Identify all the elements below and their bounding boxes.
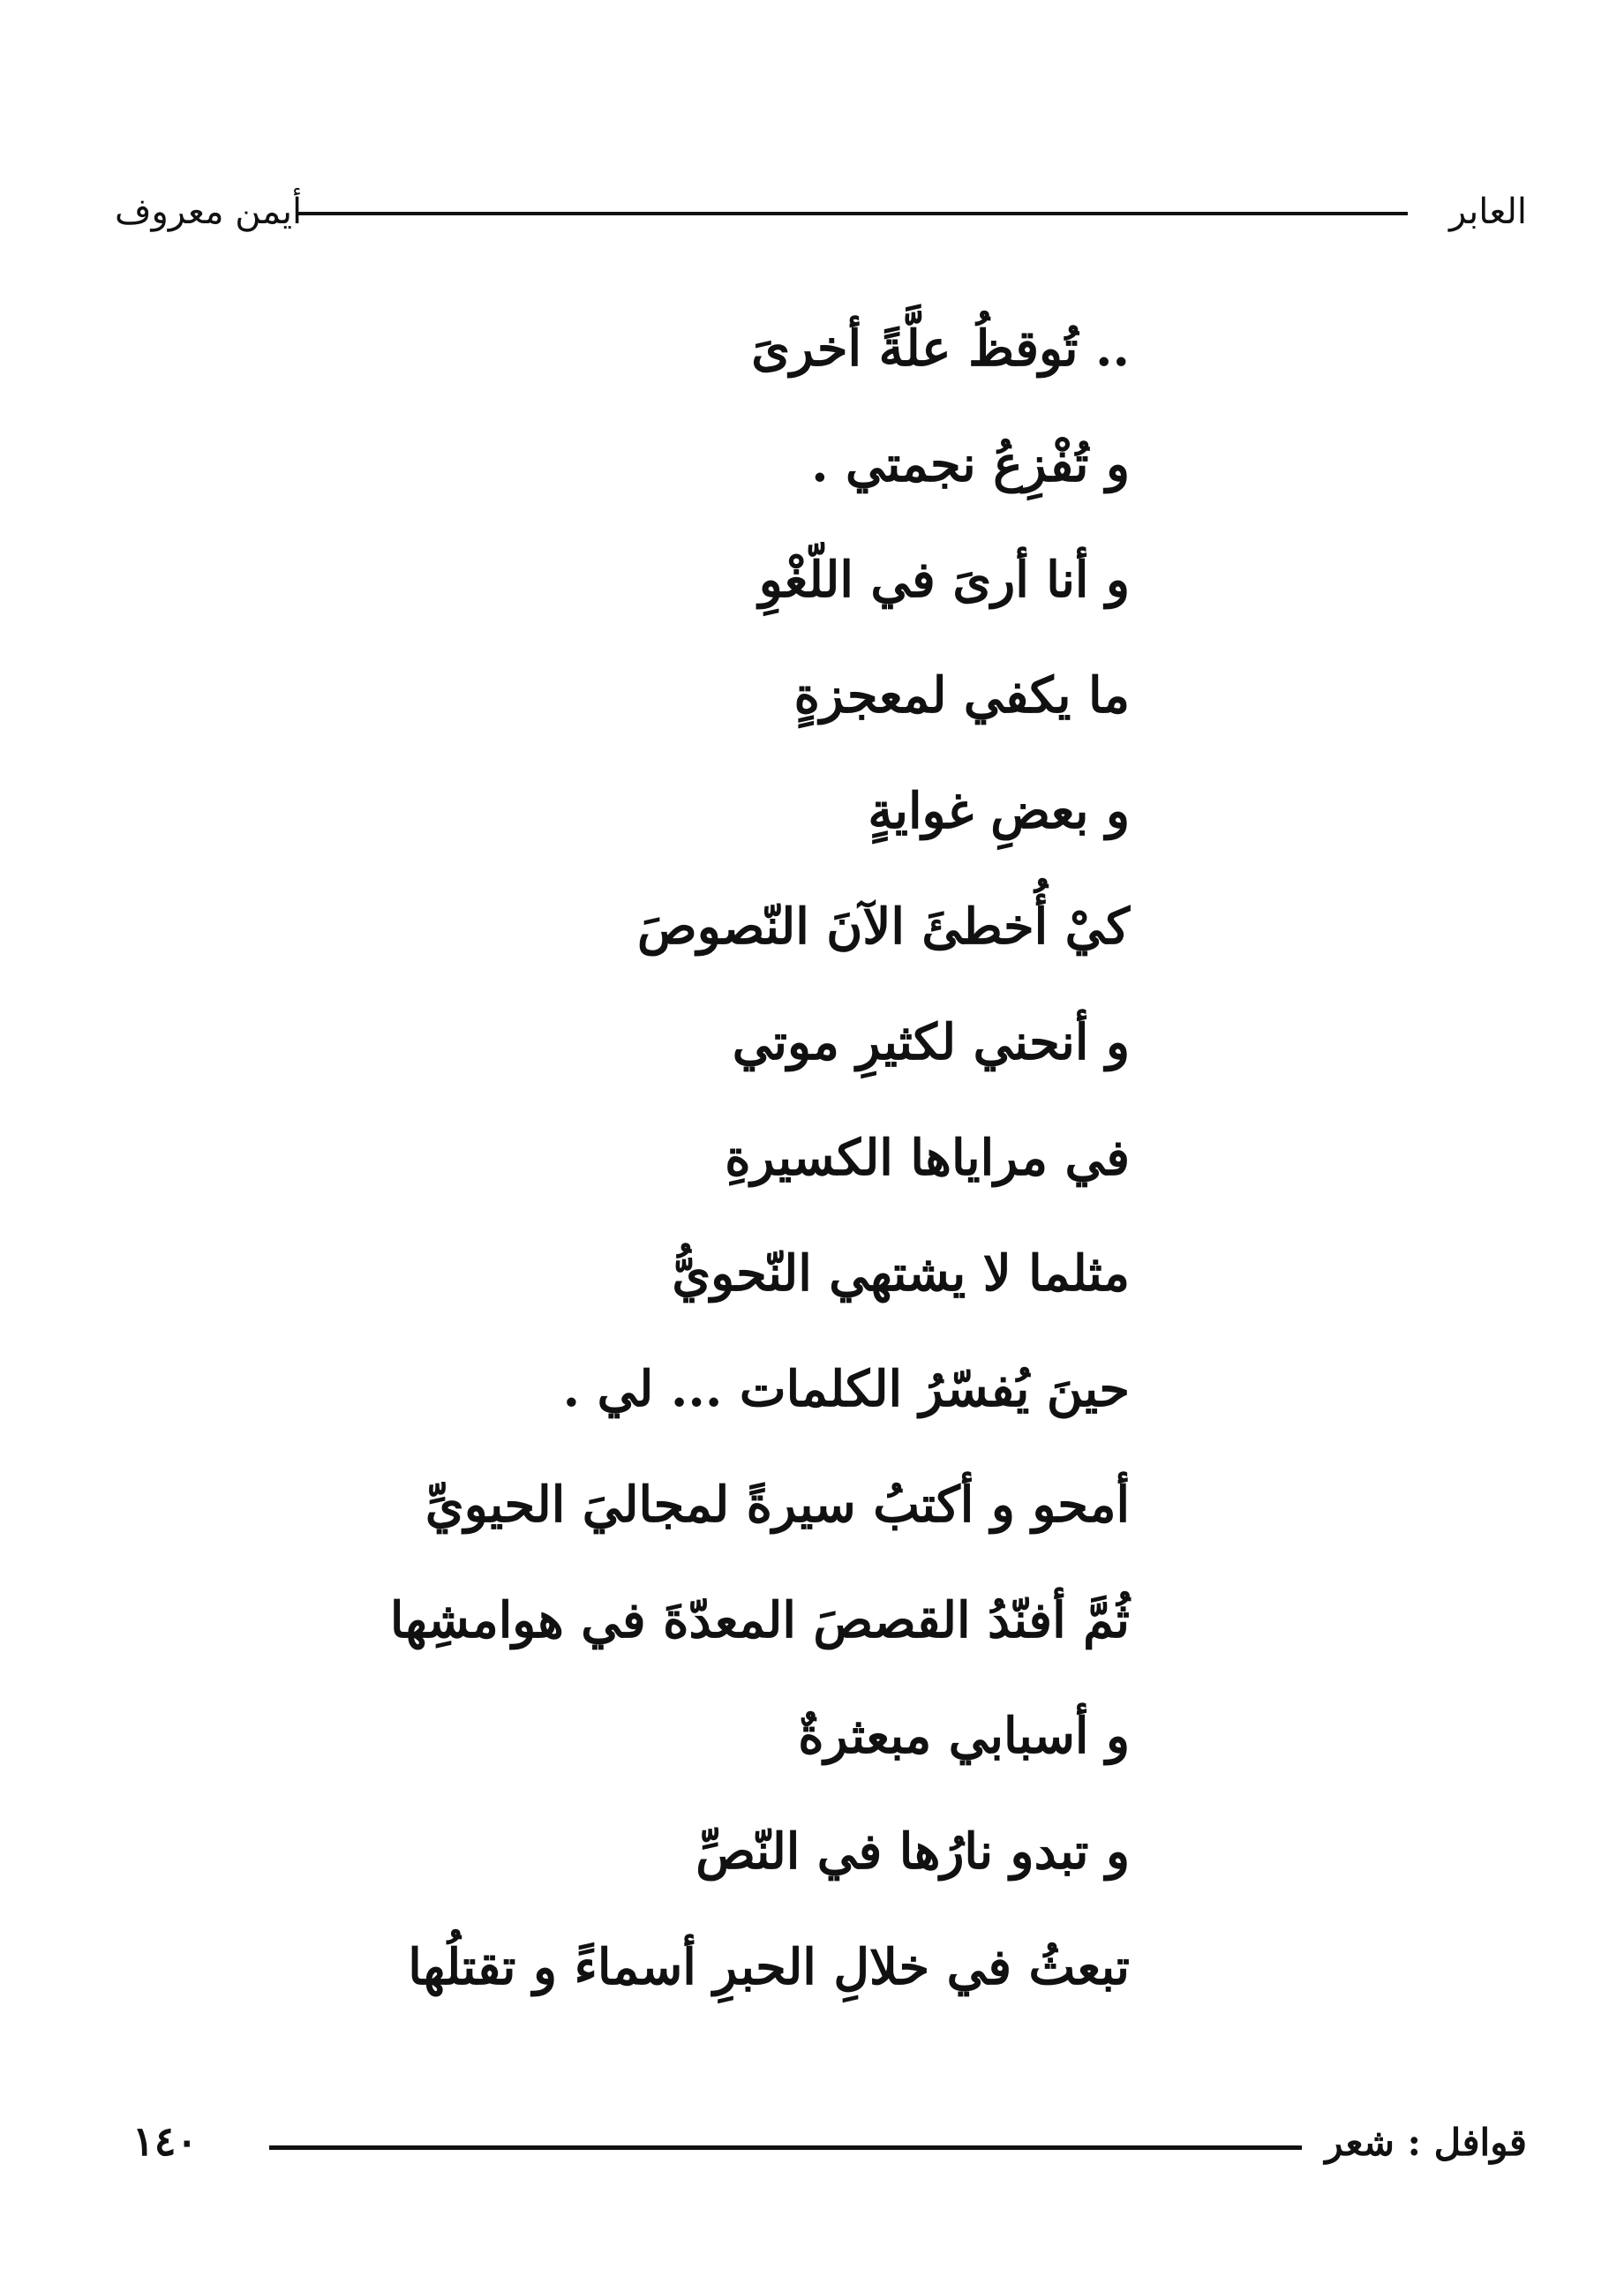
poem-line: .. تُوقظُ علَّةً أخرىَ xyxy=(751,319,1130,378)
page-footer xyxy=(132,2105,1527,2184)
poem-line: و بعضِ غوايةٍ xyxy=(868,782,1130,840)
page-header xyxy=(115,177,1527,247)
poem-line: ما يكفي لمعجزةٍ xyxy=(793,666,1130,725)
poem-line: و تُفْزِعُ نجمتي . xyxy=(811,435,1130,493)
header-rule xyxy=(296,212,1408,215)
poem-line: أمحو و أكتبُ سيرةً لمجاليَ الحيويِّ xyxy=(425,1476,1130,1534)
poem-line: تبعثُ في خلالِ الحبرِ أسماءً و تقتلُها xyxy=(408,1938,1130,1996)
poem-body xyxy=(247,291,1130,2025)
poem-line: حينَ يُفسّرُ الكلمات ... لي . xyxy=(562,1360,1130,1418)
poem-line: و تبدو نارُها في النّصِّ xyxy=(695,1822,1130,1881)
poem-line: ثُمَّ أفنّدُ القصصَ المعدّةَ في هوامشِها xyxy=(389,1591,1130,1649)
running-head-author: أيمن معروف xyxy=(115,192,303,232)
poem-line: و أنا أرىَ في اللّغْوِ xyxy=(758,551,1130,609)
poem-line: في مراياها الكسيرةِ xyxy=(725,1129,1130,1187)
poem-line: و أنحني لكثيرِ موتي xyxy=(732,1013,1130,1071)
footer-series-label: قوافل : شعر xyxy=(1325,2121,1527,2164)
running-head-title: العابر xyxy=(1449,192,1527,232)
poem-line: مثلما لا يشتهي النّحويُّ xyxy=(672,1244,1130,1303)
page-number: ١٤٠ xyxy=(132,2117,199,2165)
footer-rule xyxy=(269,2145,1302,2150)
poem-line: و أسبابي مبعثرةٌ xyxy=(798,1707,1130,1765)
poem-line: كيْ أُخطئَ الآنَ النّصوصَ xyxy=(637,898,1130,956)
